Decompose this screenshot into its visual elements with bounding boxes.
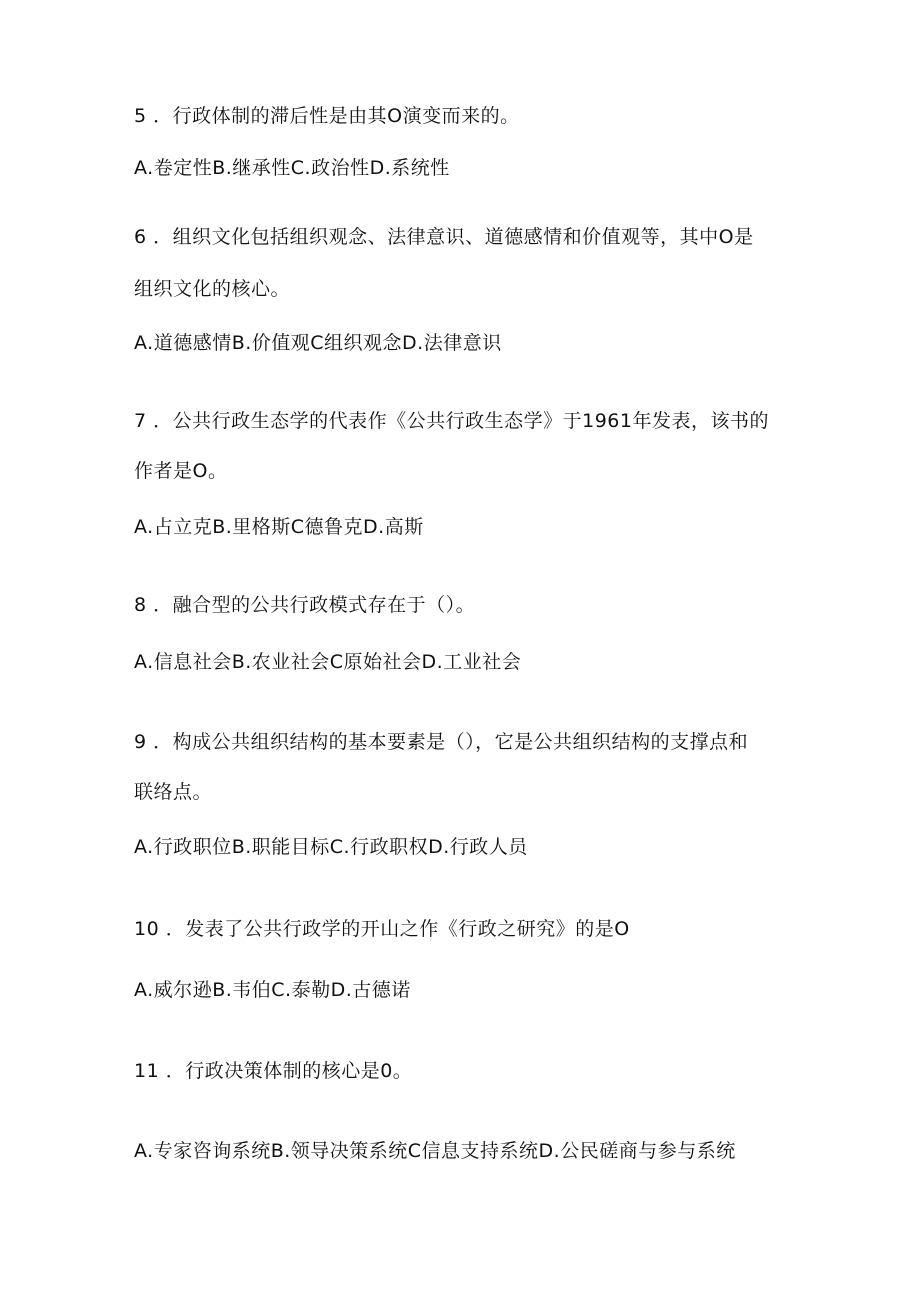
- question-7-options: A.占立克B.里格斯C德鲁克D.高斯: [134, 516, 424, 538]
- question-8-text: 8 ．融合型的公共行政模式存在于（）。: [134, 594, 476, 616]
- question-7-text-cont: 作者是O。: [134, 460, 228, 482]
- question-9-options: A.行政职位B.职能目标C.行政职权D.行政人员: [134, 836, 528, 858]
- question-10-options: A.威尔逊B.韦伯C.泰勒D.古德诺: [134, 979, 411, 1001]
- question-10-text: 10 ．发表了公共行政学的开山之作《行政之研究》的是O: [134, 918, 630, 940]
- question-9-text-cont: 联络点。: [134, 781, 213, 803]
- question-6-text-cont: 组织文化的核心。: [134, 278, 291, 300]
- question-6-text: 6 ．组织文化包括组织观念、法律意识、道德感情和价值观等，其中O是: [134, 226, 754, 248]
- question-11-text: 11 ．行政决策体制的核心是0。: [134, 1060, 413, 1082]
- question-5-text: 5 ．行政体制的滞后性是由其O演变而来的。: [134, 105, 520, 127]
- question-11-options: A.专家咨询系统B.领导决策系统C信息支持系统D.公民磋商与参与系统: [134, 1140, 736, 1162]
- question-5-options: A.卷定性B.继承性C.政治性D.系统性: [134, 157, 450, 179]
- question-6-options: A.道德感情B.价值观C组织观念D.法律意识: [134, 332, 502, 354]
- question-8-options: A.信息社会B.农业社会C原始社会D.工业社会: [134, 651, 522, 673]
- question-9-text: 9 ．构成公共组织结构的基本要素是（），它是公共组织结构的支撑点和: [134, 731, 749, 753]
- question-7-text: 7 ．公共行政生态学的代表作《公共行政生态学》于1961年发表，该书的: [134, 410, 769, 432]
